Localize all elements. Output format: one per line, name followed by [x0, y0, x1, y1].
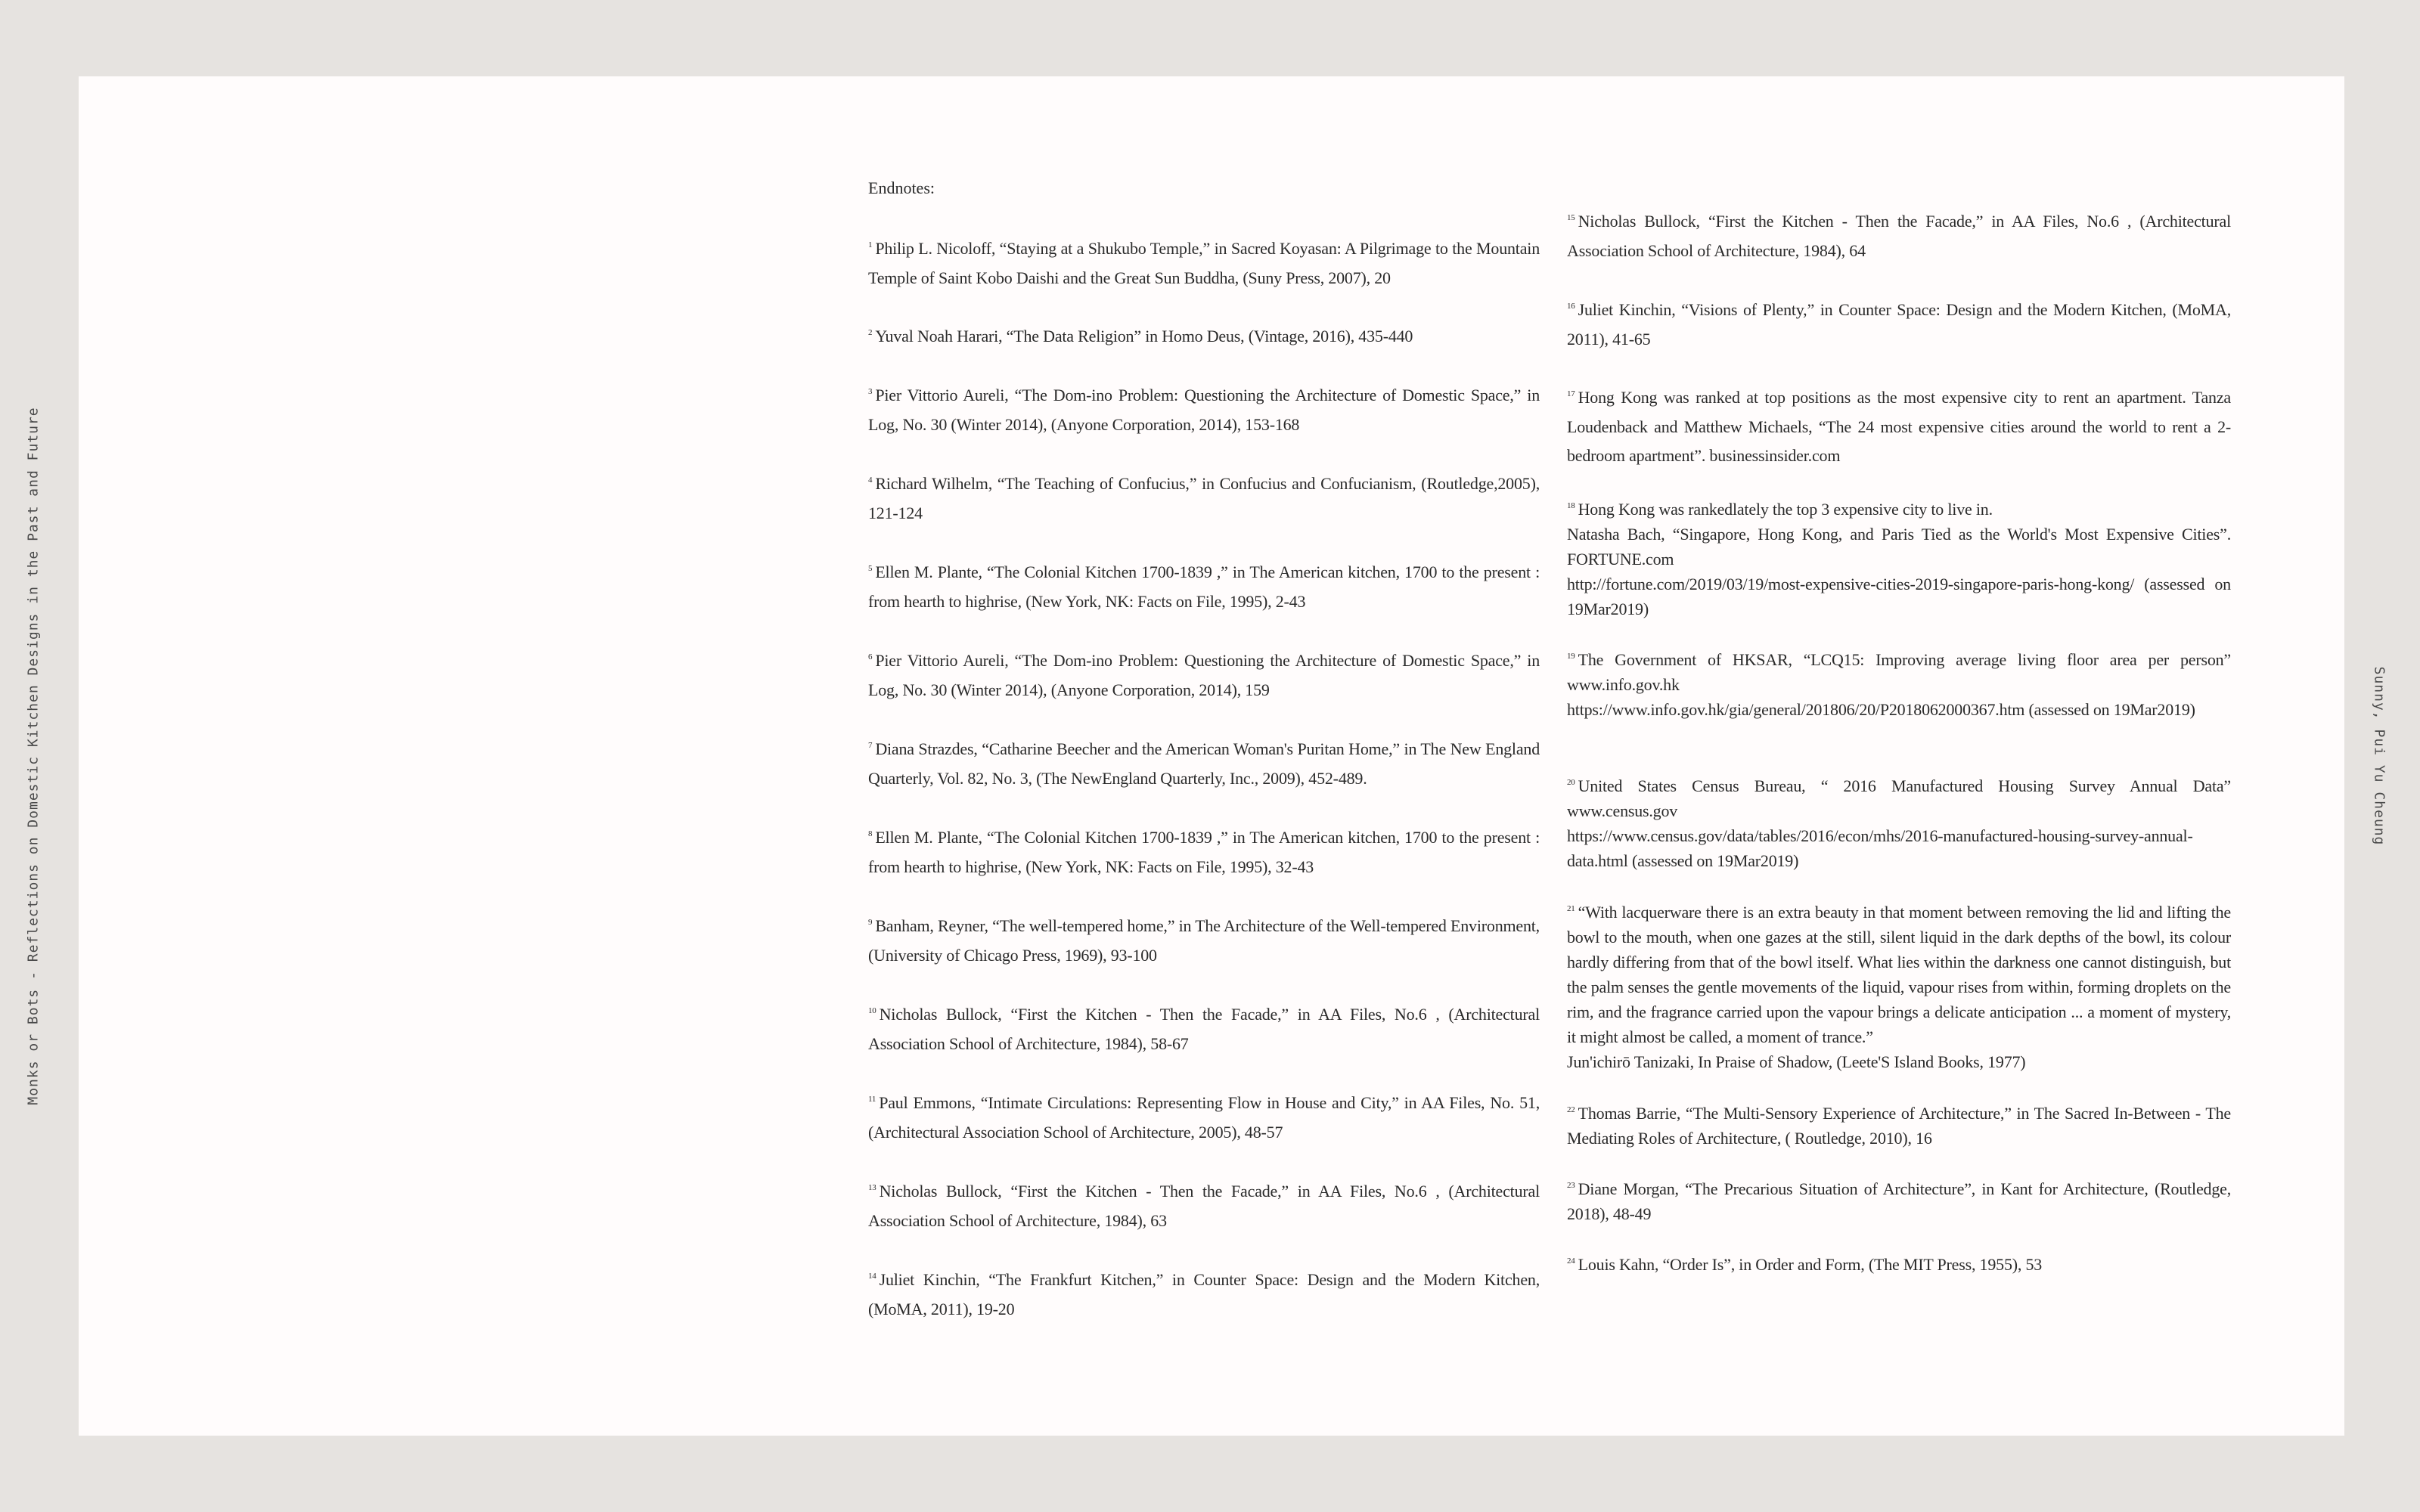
endnote-20: $^{20}$ United States Census Bureau, “ 2016 Manufactured Housing Survey Annual Data” www.census.gov https://www.census.gov/data/tables/2016/econ/mhs/2016-manufactured-housing-survey-annual-data.html (assessed on 19Mar2019) — [1567, 776, 2231, 870]
side-title-vertical: Monks or Bots - Reflections on Domestic Kitchen Designs in the Past and Future — [25, 407, 42, 1105]
endnote-24: $^{24}$ Louis Kahn, “Order Is”, in Order and Form, (The MIT Press, 1955), 53 — [1567, 1255, 2043, 1274]
endnote-4: $^4$ Richard Wilhelm, “The Teaching of Confucius,” in Confucius and Confucianism, (Routledge,2005), 121-124 — [868, 474, 1540, 522]
endnote-19: $^{19}$ The Government of HKSAR, “LCQ15: Improving average living floor area per person” www.info.gov.hk https://www.info.gov.hk/gia/general/201806/20/P2018062000367.htm (assessed on 19Mar2019) — [1567, 650, 2231, 719]
endnote-13: $^{13}$ Nicholas Bullock, “First the Kitchen - Then the Facade,” in AA Files, No.6 , (Architectural Association School of Architecture, 1984), 63 — [868, 1182, 1540, 1230]
endnote-15: $^{15}$ Nicholas Bullock, “First the Kitchen - Then the Facade,” in AA Files, No.6 , (Architectural Association School of Architecture, 1984), 64 — [1567, 212, 2231, 260]
endnote-2: $^2$ Yuval Noah Harari, “The Data Religion” in Homo Deus, (Vintage, 2016), 435-440 — [868, 327, 1413, 345]
endnote-8: $^8$ Ellen M. Plante, “The Colonial Kitchen 1700-1839 ,” in The American kitchen, 1700 to the present : from hearth to highrise, (New York, NK: Facts on File, 1995), 32-43 — [868, 828, 1540, 876]
endnote-7: $^7$ Diana Strazdes, “Catharine Beecher and the American Woman's Puritan Home,” in The New England Quarterly, Vol. 82, No. 3, (The NewEngland Quarterly, Inc., 2009), 452-489. — [868, 739, 1540, 788]
endnote-5: $^5$ Ellen M. Plante, “The Colonial Kitchen 1700-1839 ,” in The American kitchen, 1700 to the present : from hearth to highrise, (New York, NK: Facts on File, 1995), 2-43 — [868, 562, 1540, 611]
endnote-10: $^{10}$ Nicholas Bullock, “First the Kitchen - Then the Facade,” in AA Files, No.6 , (Architectural Association School of Architecture, 1984), 58-67 — [868, 1005, 1540, 1053]
endnote-11: $^{11}$ Paul Emmons, “Intimate Circulations: Representing Flow in House and City,” in AA Files, No. 51, (Architectural Association School of Architecture, 2005), 48-57 — [868, 1093, 1540, 1142]
endnote-17: $^{17}$ Hong Kong was ranked at top positions as the most expensive city to rent an apartment. Tanza Loudenback and Matthew Michaels, “The 24 most expensive cities around the world to rent a 2-bedroom apartment”. businessinsider.com — [1567, 388, 2231, 465]
endnote-16: $^{16}$ Juliet Kinchin, “Visions of Plenty,” in Counter Space: Design and the Modern Kitchen, (MoMA, 2011), 41-65 — [1567, 300, 2231, 349]
endnote-21: $^{21}$ “With lacquerware there is an extra beauty in that moment between removing the lid and lifting the bowl to the mouth, when one gazes at the still, silent liquid in the dark depths of the bowl, its colour hardly differing from that of the bowl itself. What lies within the darkness one cannot distinguish, but the palm senses the gentle movements of the liquid, vapour rises from within, forming droplets on the rim, and the fragrance carried upon the vapour brings a delicate anticipation ... a moment of mystery, it might almost be called, a moment of trance.” Jun'ichirō Tanizaki, In Praise of Shadow, (Leete'S Island Books, 1977) — [1567, 903, 2231, 1071]
side-author-vertical: Sunny, Pui Yu Cheung — [2371, 666, 2387, 846]
endnote-22: $^{22}$ Thomas Barrie, “The Multi-Sensory Experience of Architecture,” in The Sacred In-Between - The Mediating Roles of Architecture, ( Routledge, 2010), 16 — [1567, 1104, 2231, 1148]
endnote-6: $^6$ Pier Vittorio Aureli, “The Dom-ino Problem: Questioning the Architecture of Domestic Space,” in Log, No. 30 (Winter 2014), (Anyone Corporation, 2014), 159 — [868, 651, 1540, 699]
endnote-3: $^3$ Pier Vittorio Aureli, “The Dom-ino Problem: Questioning the Architecture of Domestic Space,” in Log, No. 30 (Winter 2014), (Anyone Corporation, 2014), 153-168 — [868, 386, 1540, 434]
endnote-9: $^9$ Banham, Reyner, “The well-tempered home,” in The Architecture of the Well-tempered Environment, (University of Chicago Press, 1969), 93-100 — [868, 916, 1540, 965]
endnote-23: $^{23}$ Diane Morgan, “The Precarious Situation of Architecture”, in Kant for Architecture, (Routledge, 2018), 48-49 — [1567, 1179, 2231, 1223]
endnote-18: $^{18}$ Hong Kong was rankedlately the top 3 expensive city to live in. Natasha Bach, “Singapore, Hong Kong, and Paris Tied as the World's Most Expensive Cities”. FORTUNE.com http://fortune.com/2019/03/19/most-expensive-cities-2019-singapore-paris-hong-kong/ (assessed on 19Mar2019) — [1567, 500, 2231, 618]
endnotes-heading: Endnotes: — [868, 178, 935, 197]
endnote-1: $^1$ Philip L. Nicoloff, “Staying at a Shukubo Temple,” in Sacred Koyasan: A Pilgrimage to the Mountain Temple of Saint Kobo Daishi and the Great Sun Buddha, (Suny Press, 2007), 20 — [868, 239, 1540, 287]
endnote-14: $^{14}$ Juliet Kinchin, “The Frankfurt Kitchen,” in Counter Space: Design and the Modern Kitchen, (MoMA, 2011), 19-20 — [868, 1270, 1540, 1318]
